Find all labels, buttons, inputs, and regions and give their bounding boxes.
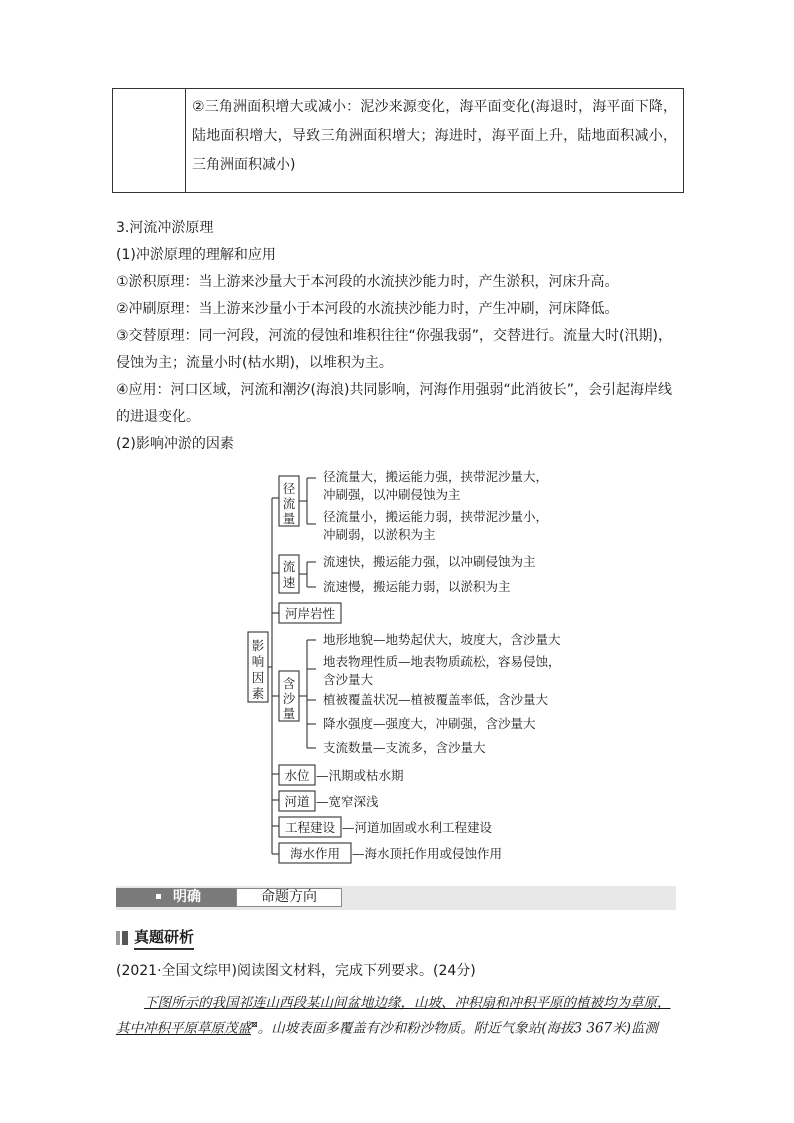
svg-text:海水作用: 海水作用 — [289, 846, 341, 861]
principle-erosion: ②冲刷原理：当上游来沙量小于本河段的水流挟沙能力时，产生冲刷，河床降低。 — [116, 301, 619, 317]
channel-text: —宽窄深浅 — [316, 794, 379, 809]
sediment-vegetation-text: 植被覆盖状况—植被覆盖率低，含沙量大 — [323, 692, 549, 707]
root-char: 影 — [251, 638, 265, 653]
banner-light-tab: 命题方向 — [236, 888, 342, 907]
svg-text:河岸岩性: 河岸岩性 — [284, 606, 336, 621]
velocity-slow-text: 流速慢，搬运能力弱，以淤积为主 — [323, 579, 511, 594]
table-right-cell: ②三角洲面积增大或减小：泥沙来源变化，海平面变化(海退时，海平面下降，陆地面积增大，导致三角洲面积增大；海进时，海平面上升，陆地面积减小，三角洲面积减小) — [192, 99, 677, 173]
material-line-1: 下图所示的我国祁连山西段某山间盆地边缘，山坡、冲积扇和冲积平原的植被均为草原， — [144, 995, 671, 1011]
section-heading: 3.河流冲淤原理 — [116, 220, 214, 236]
table-left-cell — [113, 89, 186, 192]
zhenti-heading: 真题研析 — [116, 928, 194, 948]
svg-text:量: 量 — [282, 511, 296, 526]
svg-text:速: 速 — [282, 575, 296, 590]
engineering-text: —河道加固或水利工程建设 — [342, 820, 493, 835]
principle-application: ④应用：河口区域，河流和潮汐(海浪)共同影响，河海作用强弱“此消彼长”，会引起海岸线 — [116, 382, 672, 398]
svg-text:量: 量 — [282, 706, 296, 721]
continuation-table — [112, 88, 684, 193]
subsection-heading-factors: (2)影响冲淤的因素 — [116, 436, 234, 452]
principle-alternation-cont: 侵蚀为主；流量小时(枯水期)，以堆积为主。 — [116, 355, 393, 371]
factors-diagram — [244, 460, 564, 865]
svg-text:流: 流 — [282, 496, 296, 511]
principle-alternation: ③交替原理：同一河段，河流的侵蚀和堆积往往“你强我弱”，交替进行。流量大时(汛期)， — [116, 328, 672, 344]
runoff-high-text-cont: 冲刷强，以冲刷侵蚀为主 — [323, 487, 461, 502]
runoff-high-text: 径流量大，搬运能力强，挟带泥沙量大， — [323, 469, 549, 484]
svg-text:径: 径 — [282, 481, 296, 496]
svg-text:河道: 河道 — [284, 794, 310, 809]
sediment-surface-text-cont: 含沙量大 — [323, 672, 374, 687]
velocity-fast-text: 流速快，搬运能力强，以冲刷侵蚀为主 — [323, 554, 536, 569]
annotation-mark-icon: ⊠ — [251, 1020, 258, 1029]
root-char: 因 — [251, 670, 265, 685]
runoff-low-text-cont: 冲刷弱，以淤积为主 — [323, 527, 436, 542]
svg-text:含: 含 — [282, 676, 296, 691]
sediment-terrain-text: 地形地貌—地势起伏大，坡度大，含沙量大 — [323, 632, 561, 647]
heading-bars-icon — [116, 931, 128, 945]
banner-square-icon — [156, 894, 161, 899]
root-char: 素 — [251, 686, 265, 701]
runoff-low-text: 径流量小，搬运能力弱，挟带泥沙量小， — [323, 509, 549, 524]
question-intro: (2021·全国文综甲)阅读图文材料，完成下列要求。(24分) — [116, 963, 476, 979]
subsection-heading: (1)冲淤原理的理解和应用 — [116, 247, 276, 263]
principle-application-cont: 的进退变化。 — [116, 409, 200, 425]
svg-text:流: 流 — [282, 559, 296, 574]
sediment-tributary-text: 支流数量—支流多，含沙量大 — [323, 740, 486, 755]
section-3-text — [116, 215, 682, 458]
svg-text:水位: 水位 — [284, 768, 310, 783]
root-char: 响 — [251, 654, 265, 669]
sediment-surface-text: 地表物理性质—地表物质疏松，容易侵蚀， — [323, 654, 561, 669]
sediment-precipitation-text: 降水强度—强度大，冲刷强，含沙量大 — [323, 716, 536, 731]
water-level-text: —汛期或枯水期 — [316, 768, 404, 783]
seawater-text: —海水顶托作用或侵蚀作用 — [352, 846, 503, 861]
material-line-2: 其中冲积平原草原茂盛⊠。山坡表面多覆盖有沙和粉沙物质。附近气象站(海拔3 367米)监测 — [116, 1020, 658, 1037]
principle-deposition: ①淤积原理：当上游来沙量大于本河段的水流挟沙能力时，产生淤积，河床升高。 — [116, 274, 619, 290]
banner-dark-tab: 明确 — [116, 888, 236, 907]
svg-text:沙: 沙 — [282, 691, 296, 706]
svg-text:工程建设: 工程建设 — [284, 820, 336, 835]
